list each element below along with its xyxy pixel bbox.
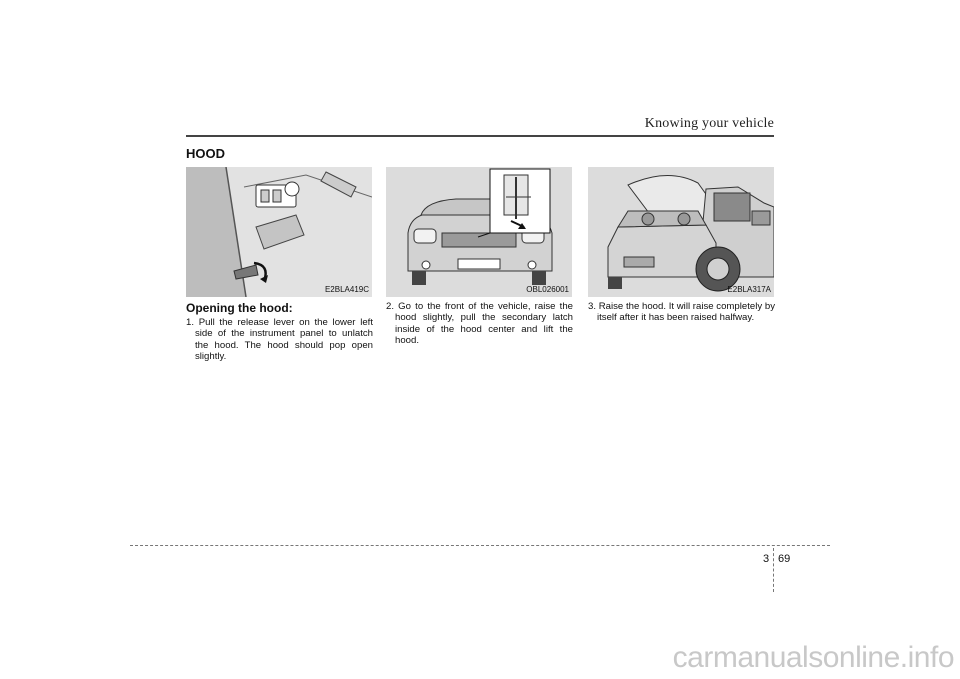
section-title: HOOD [186,146,225,161]
figure-hood-open [588,167,774,297]
page-number: 69 [778,553,791,565]
step-1: 1. Pull the release lever on the lower left side of the instrument panel to unlatch the hood. The hood should pop open slightly. [186,317,373,363]
running-header: Knowing your vehicle [644,116,774,131]
step-2: 2. Go to the front of the vehicle, raise the hood slightly, pull the secondary latch inside of the hood center and lift the hood. [386,301,573,347]
step-3: 3. Raise the hood. It will raise completely by itself after it has been raised halfway. [588,301,775,324]
chapter-number: 3 [763,553,770,565]
column-1 [186,301,373,363]
subheading: Opening the hood: [186,301,293,315]
figure-code: E2BLA419C [324,285,369,294]
figure-code: OBL026001 [526,285,569,294]
figure-code: E2BLA317A [727,285,771,294]
hood-open-illustration [588,167,774,297]
header-rule [186,135,774,137]
column-3 [588,301,775,324]
watermark: carmanualsonline.info [672,641,954,674]
figure-release-lever [186,167,372,297]
vehicle-front-latch-illustration [386,167,572,297]
figure-vehicle-front [386,167,572,297]
column-2 [386,301,573,347]
footer-rule [130,545,830,546]
release-lever-illustration [186,167,372,297]
page-divider [773,548,774,592]
